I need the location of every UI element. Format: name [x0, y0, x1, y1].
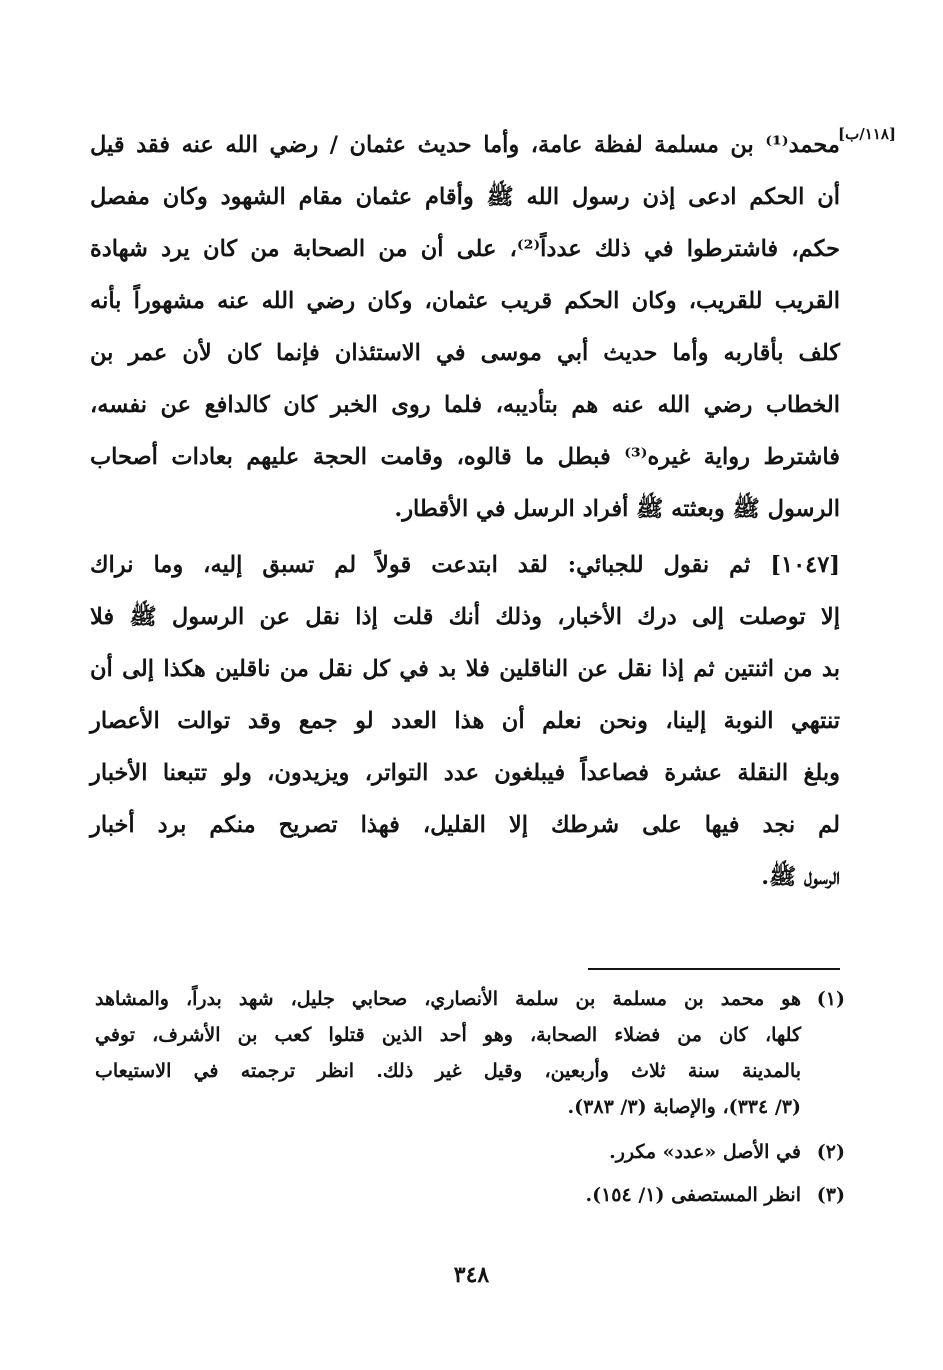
body-line: إلا توصلت إلى درك الأخبار، وذلك أنك قلت إذا نقل عن الرسول ﷺ فلا	[90, 604, 840, 630]
footnote-line: (٣/ ٣٣٤)، والإصابة (٣/ ٣٨٣).	[567, 1096, 801, 1118]
body-line: حكم، فاشترطوا في ذلك عدداً⁽²⁾، على أن من الصحابة من كان يرد شهادة	[90, 236, 840, 262]
body-line: بد من اثنتين ثم إذا نقل عن الناقلين فلا بد في كل نقل من ناقلين هكذا إلى أن	[90, 656, 840, 682]
body-line: تنتهي النوبة إلينا، ونحن نعلم أن هذا العدد لو جمع وقد توالت الأعصار	[90, 708, 840, 734]
body-line: أن الحكم ادعى إذن رسول الله ﷺ وأقام عثمان مقام الشهود وكان مفصل	[90, 184, 840, 210]
footnote-line: بالمدينة سنة ثلاث وأربعين، وقيل غير ذلك. انظر ترجمته في الاستيعاب	[95, 1060, 801, 1082]
footnote-number: (٢)	[816, 1141, 845, 1163]
body-line: محمد⁽¹⁾ بن مسلمة لفظة عامة، وأما حديث عثمان / رضي الله عنه فقد قيل	[90, 132, 840, 158]
page-number: ٣٤٨	[453, 1262, 490, 1288]
body-line: لم نجد فيها على شرطك إلا القليل، فهذا تصريح منكم برد أخبار	[90, 812, 840, 838]
footnote-line: كلها، كان من فضلاء الصحابة، وهو أحد الذين قتلوا كعب بن الأشرف، توفي	[95, 1024, 801, 1046]
footnotes	[95, 983, 845, 1233]
body-line: الرسول ﷺ.	[761, 864, 840, 890]
body-line: [١٠٤٧] ثم نقول للجبائي: لقد ابتدعت قولاً لم تسبق إليه، وما نراك	[90, 552, 840, 578]
footnote-line: هو محمد بن مسلمة بن سلمة الأنصاري، صحابي جليل، شهد بدراً، والمشاهد	[95, 988, 801, 1010]
body-line: فاشترط رواية غيره⁽³⁾ فبطل ما قالوه، وقامت الحجة عليهم بعادات أصحاب	[90, 444, 840, 470]
footnote-line: انظر المستصفى (١/ ١٥٤).	[585, 1184, 801, 1206]
body-line: وبلغ النقلة عشرة فصاعداً فيبلغون عدد التواتر، ويزيدون، ولو تتبعنا الأخبار	[90, 760, 840, 786]
folio-marker: [١١٨/ب]	[838, 125, 896, 143]
footnote-line: في الأصل «عدد» مكرر.	[609, 1141, 801, 1163]
footnote-number: (٣)	[816, 1184, 845, 1206]
footnote-number: (١)	[816, 988, 845, 1010]
body-line: الرسول ﷺ وبعثته ﷺ أفراد الرسل في الأقطار.	[394, 496, 840, 522]
footnote-separator	[588, 968, 840, 970]
body-line: كلف بأقاربه وأما حديث أبي موسى في الاستئذان فإنما كان لأن عمر بن	[90, 340, 840, 366]
body-line: الخطاب رضي الله عنه هم بتأديبه، فلما روى الخبر كان كالدافع عن نفسه،	[90, 392, 840, 418]
body-line: القريب للقريب، وكان الحكم قريب عثمان، وكان رضي الله عنه مشهوراً بأنه	[90, 288, 840, 314]
